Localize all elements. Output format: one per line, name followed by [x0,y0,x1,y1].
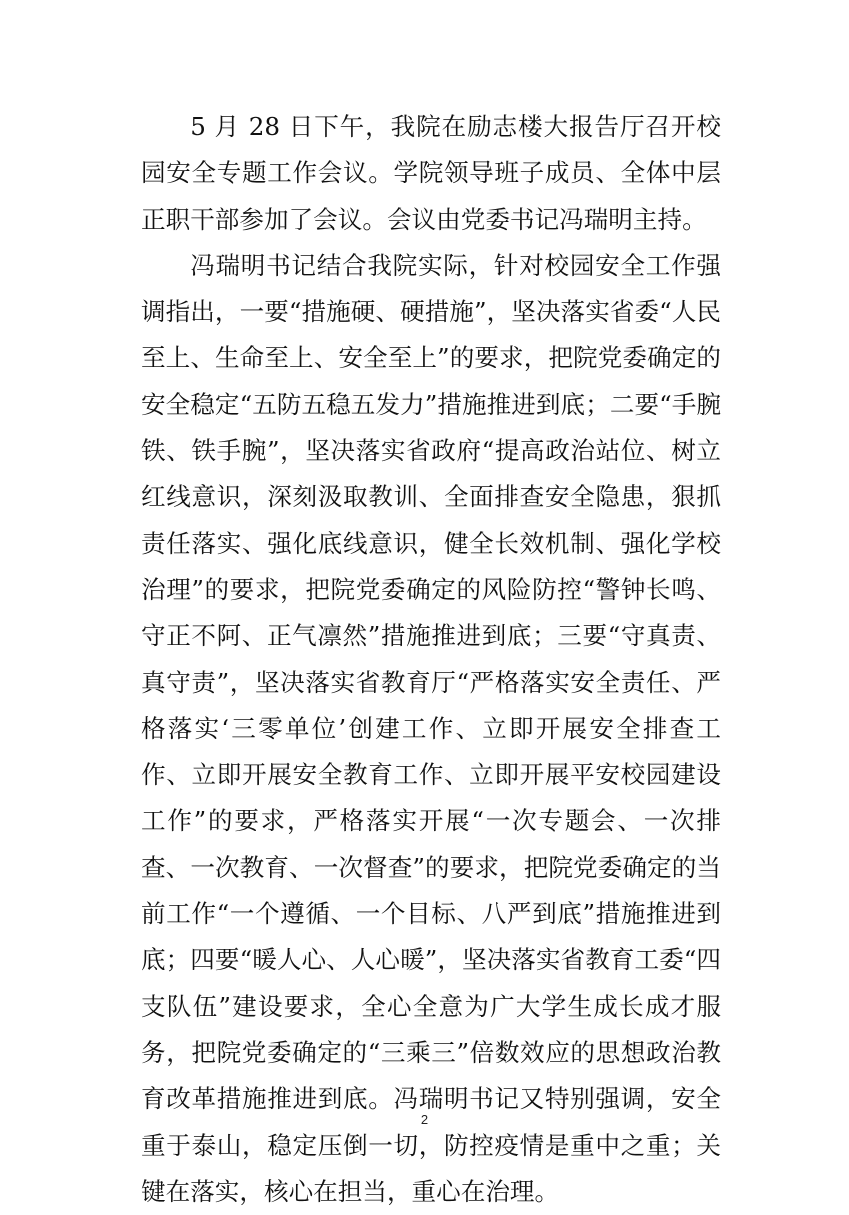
document-body [141,104,721,1215]
paragraph-speech-summary: 冯瑞明书记结合我院实际，针对校园安全工作强调指出，一要“措施硬、硬措施”，坚决落实省委“人民至上、生命至上、安全至上”的要求，把院党委确定的安全稳定“五防五稳五发力”措施推进到底；二要“手腕铁、铁手腕”，坚决落实省政府“提高政治站位、树立红线意识，深刻汲取教训、全面排查安全隐患，狠抓责任落实、强化底线意识，健全长效机制、强化学校治理”的要求，把院党委确定的风险防控“警钟长鸣、守正不阿、正气凛然”措施推进到底；三要“守真责、真守责”，坚决落实省教育厅“严格落实安全责任、严格落实‘三零单位’创建工作、立即开展安全排查工作、立即开展安全教育工作、立即开展平安校园建设工作”的要求，严格落实开展“一次专题会、一次排查、一次教育、一次督查”的要求，把院党委确定的当前工作“一个遵循、一个目标、八严到底”措施推进到底；四要“暖人心、人心暖”，坚决落实省教育工委“四支队伍”建设要求，全心全意为广大学生成长成才服务，把院党委确定的“三乘三”倍数效应的思想政治教育改革措施推进到底。冯瑞明书记又特别强调，安全重于泰山，稳定压倒一切，防控疫情是重中之重；关键在落实，核心在担当，重心在治理。 [141,250,721,1206]
paragraph-meeting-intro: 5 月 28 日下午，我院在励志楼大报告厅召开校园安全专题工作会议。学院领导班子成员、全体中层正职干部参加了会议。会议由党委书记冯瑞明主持。 [141,112,721,234]
page-number: 2 [420,1112,429,1127]
